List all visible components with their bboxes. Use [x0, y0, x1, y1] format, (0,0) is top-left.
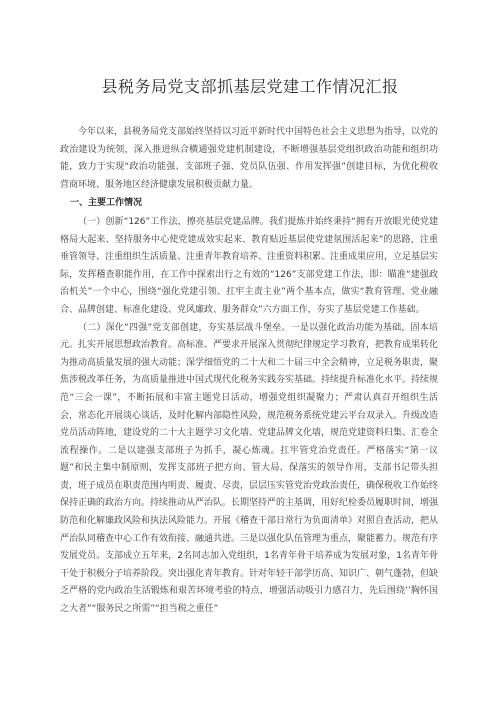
- body-paragraph-2: （二）深化“四强”党支部创建，夯实基层战斗堡垒。一是以强化政治功能为基础，固本培元。扎实开展思想政治教育。高标准、严要求开展深入贯彻纪律规定学习教育，把教育成果转化为推动高质量发展的强大动能；深学细悟党的二十大和二十届三中全会精神，立足税务职责，聚焦涉税改革任务，为高质量推进中国式现代化税务实践夯实基础。持续提升标准化水平。持续规范“三会一课”，不断拓展和丰富主题党日活动，增强党组织凝聚力；严肃认真召开组织生活会，常态化开展谈心谈话，及时化解内部隐性风险，规范税务系统党建云平台双录入。升级改造党员活动阵地，建设党的二十大主题学习文化墙、党建品牌文化墙，规范党建资料归集、汇卷全流程操作。二是以建强支部班子为抓手，凝心炼魂。扛牢管党治党责任。严格落实“第一议题”和民主集中制原则，发挥支部班子把方向、管大局、保落实的领导作用，支部书记带头担责，班子成员在职责范围内明责、履责、尽责，层层压实管党治党政治责任，确保税收工作始终保持正确的政治方向。持续推动从严治队。长期坚持严的主基调，用好纪检委员履职时间，增强防范和化解廉政风险和执法风险能力。开展《稽查干部日常行为负面清单》对照自查活动，把从严治队同稽查中心工作有效衔接、融通共进。三是以强化队伍管理为重点，聚能蓄力。规范有序发展党员。支部成立五年来，2名同志加入党组织，1名青年骨干培养成为发展对象，1名青年骨干处于积极分子培养阶段。突出强化青年教育。针对年轻干部学历高、知识广、朝气蓬勃，但缺乏严格的党内政治生活锻炼和艰苦环境考验的特点，增强活动吸引力感召力，先后围绕’’胸怀国之大者”“服务民之所需”“担当税之重任”: [60, 322, 439, 615]
- section-heading: 一、主要工作情况: [70, 198, 143, 209]
- document-body: [60, 124, 438, 619]
- document-title: 县税务局党支部抓基层党建工作情况汇报: [101, 77, 399, 96]
- body-paragraph-1: （一）创新“126”工作法，擦亮基层党建品牌。我们提炼并始终秉持“拥有开放眼光使党建格局大起来、坚持服务中心使党建成效实起来、教育贴近基层使党建氛围活起来”的思路，注重垂管领导、注重组织生活质量、注重青年教育培养、注重资料积累、注重成果应用，立足基层实际，发挥稽查职能作用，在工作中探索出行之有效的“126”支部党建工作法，即：瞄准“建强政治机关”一个中心，围绕“强化党建引领、扛牢主责主业”两个基本点，做实“教育管理、党业融合、品牌创建、标准化建设、党风廉政、服务群众”六方面工作，夯实了基层党建工作基础。: [60, 216, 439, 315]
- intro-paragraph: 今年以来，县税务局党支部始终坚持以习近平新时代中国特色社会主义思想为指导，以党的政治建设为统领，深入推进纵合横通强党建机制建设，不断增强基层党组织政治功能和组织功能，致力于实现“政治功能强、支部班子强、党员队伍强、作用发挥强”创建目标，为优化税收营商环境、服务地区经济健康发展积极贡献力量。: [60, 127, 439, 190]
